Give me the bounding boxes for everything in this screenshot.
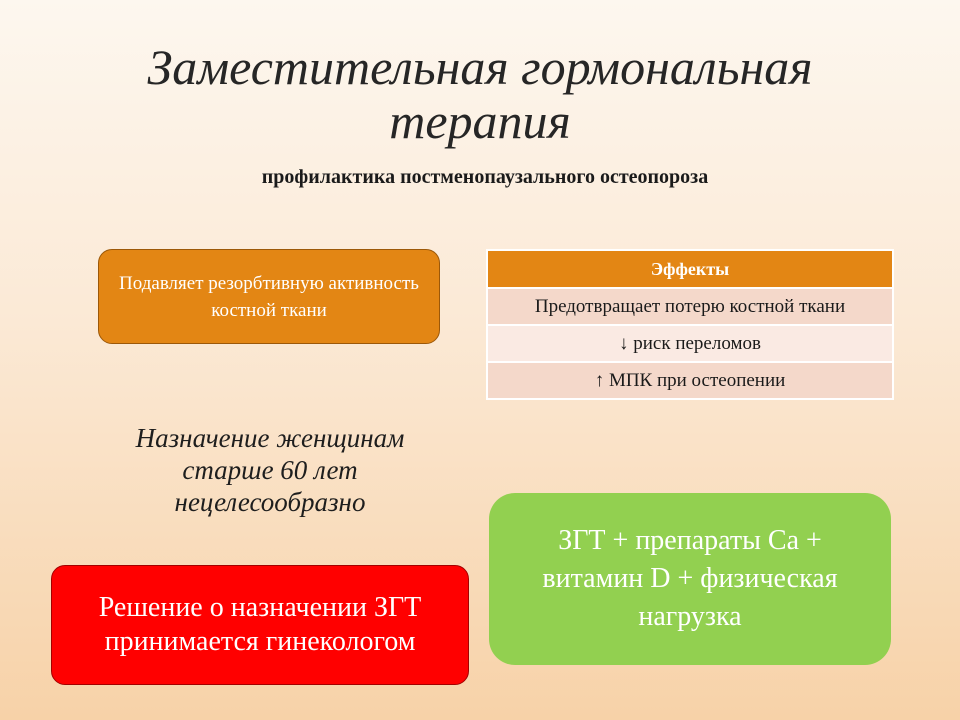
resorption-box-text: Подавляет резорбтивную активность костной ткани: [119, 272, 419, 321]
gynecologist-box-text: Решение о назначении ЗГТ принимается гинекологом: [98, 592, 422, 657]
table-row: [487, 325, 893, 362]
slide-subtitle: профилактика постменопаузального остеопороза: [261, 166, 709, 188]
effects-table: [486, 249, 894, 400]
effect-bmd: ↑ МПК при остеопении: [487, 362, 893, 399]
combination-box: [489, 493, 891, 665]
table-row: [487, 362, 893, 399]
slide-title: Заместительная гормональная терапия: [147, 39, 813, 149]
combination-box-text: ЗГТ + препараты Са + витамин D + физическая нагрузка: [542, 525, 838, 632]
effects-header: Эффекты: [487, 250, 893, 288]
age-note: Назначение женщинам старше 60 лет нецелесообразно: [135, 423, 405, 517]
effect-bone-loss: Предотвращает потерю костной ткани: [487, 288, 893, 325]
gynecologist-box: [51, 565, 469, 685]
effects-header-row: [487, 250, 893, 288]
effect-fracture-risk: ↓ риск переломов: [487, 325, 893, 362]
table-row: [487, 288, 893, 325]
resorption-box: [98, 249, 440, 344]
